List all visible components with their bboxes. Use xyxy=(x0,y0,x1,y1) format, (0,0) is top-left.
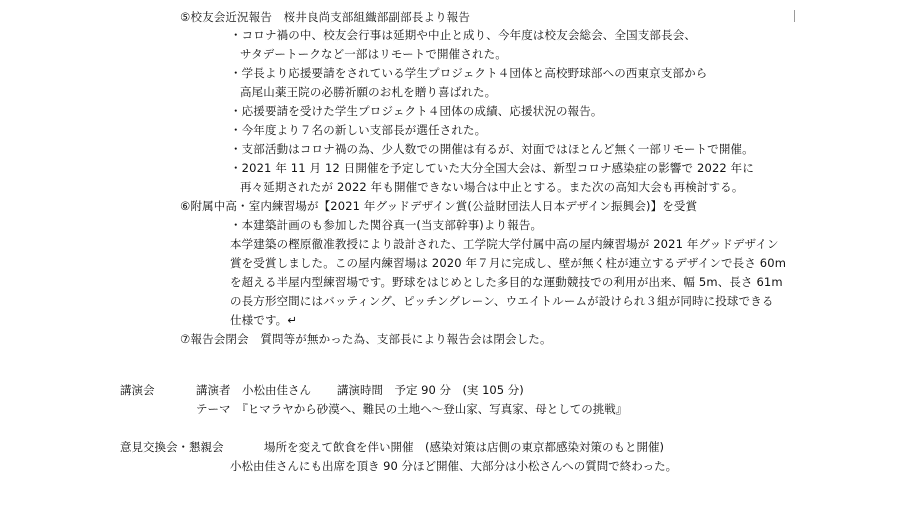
item6-line: ・本建築計画のも参加した関谷真一(当支部幹事)より報告。 xyxy=(230,218,543,232)
lecture-speaker: 講演者 小松由佳さん xyxy=(196,383,311,397)
item5-heading: ⑤校友会近況報告 桜井良尚支部組織部副部長より報告 xyxy=(180,10,471,24)
item5-line: ・2021 年 11 月 12 日開催を予定していた大分全国大会は、新型コロナ感染症の影響で 2022 年に xyxy=(230,161,754,175)
item6-line: 賞を受賞しました。この屋内練習場は 2020 年７月に完成し、壁が無く柱が連立するデザインで長さ 60m xyxy=(230,256,787,270)
social-label: 意見交換会・懇親会 xyxy=(120,440,224,454)
lecture-theme: テーマ 『ヒマラヤから砂漠へ、難民の土地へ～登山家、写真家、母としての挑戦』 xyxy=(196,402,628,416)
item6-heading: ⑥附属中高・室内練習場が【2021 年グッドデザイン賞(公益財団法人日本デザイン振興会)】を受賞 xyxy=(180,199,698,213)
item6-line: 本学建築の樫原徹准教授により設計された、工学院大学付属中高の屋内練習場が 2021 年グッドデザイン xyxy=(230,237,779,251)
item5-line: ・支部活動はコロナ禍の為、少人数での開催は有るが、対面ではほとんど無く一部リモートで開催。 xyxy=(230,142,754,156)
item5-line: ・応援要請を受けた学生プロジェクト４団体の成績、応援状況の報告。 xyxy=(230,104,603,118)
item7-heading: ⑦報告会閉会 質問等が無かった為、支部長により報告会は閉会した。 xyxy=(180,332,552,346)
item5-line: 高尾山薬王院の必勝祈願のお札を贈り喜ばれた。 xyxy=(240,85,497,99)
item6-line: の長方形空間にはバッティング、ピッチングレーン、ウエイトルームが設けられ３組が同時に投球できる xyxy=(230,294,774,308)
item5-line: ・今年度より７名の新しい支部長が選任された。 xyxy=(230,123,487,137)
lecture-label: 講演会 xyxy=(120,383,155,397)
item5-line: 再々延期されたが 2022 年も開催できない場合は中止とする。また次の高知大会も再検討する。 xyxy=(240,180,744,194)
item6-line: を超える半屋内型練習場です。野球をはじめとした多目的な運動競技での利用が出来、幅 5m、長さ 61m xyxy=(230,275,783,289)
item5-line: サタデートークなど一部はリモートで開催された。 xyxy=(240,47,507,61)
item5-line: ・学長より応援要請をされている学生プロジェクト４団体と高校野球部への西東京支部から xyxy=(230,66,708,80)
item6-line: 仕様です。↵ xyxy=(230,313,298,327)
text-cursor-marker xyxy=(794,10,795,22)
lecture-time: 講演時間 予定 90 分 (実 105 分) xyxy=(337,383,524,397)
social-detail: 場所を変えて飲食を伴い開催 (感染対策は店側の東京都感染対策のもと開催) xyxy=(264,440,664,454)
social-followup: 小松由佳さんにも出席を頂き 90 分ほど開催、大部分は小松さんへの質問で終わった。 xyxy=(230,459,678,473)
item5-line: ・コロナ禍の中、校友会行事は延期や中止と成り、今年度は校友会総会、全国支部長会、 xyxy=(230,28,696,42)
